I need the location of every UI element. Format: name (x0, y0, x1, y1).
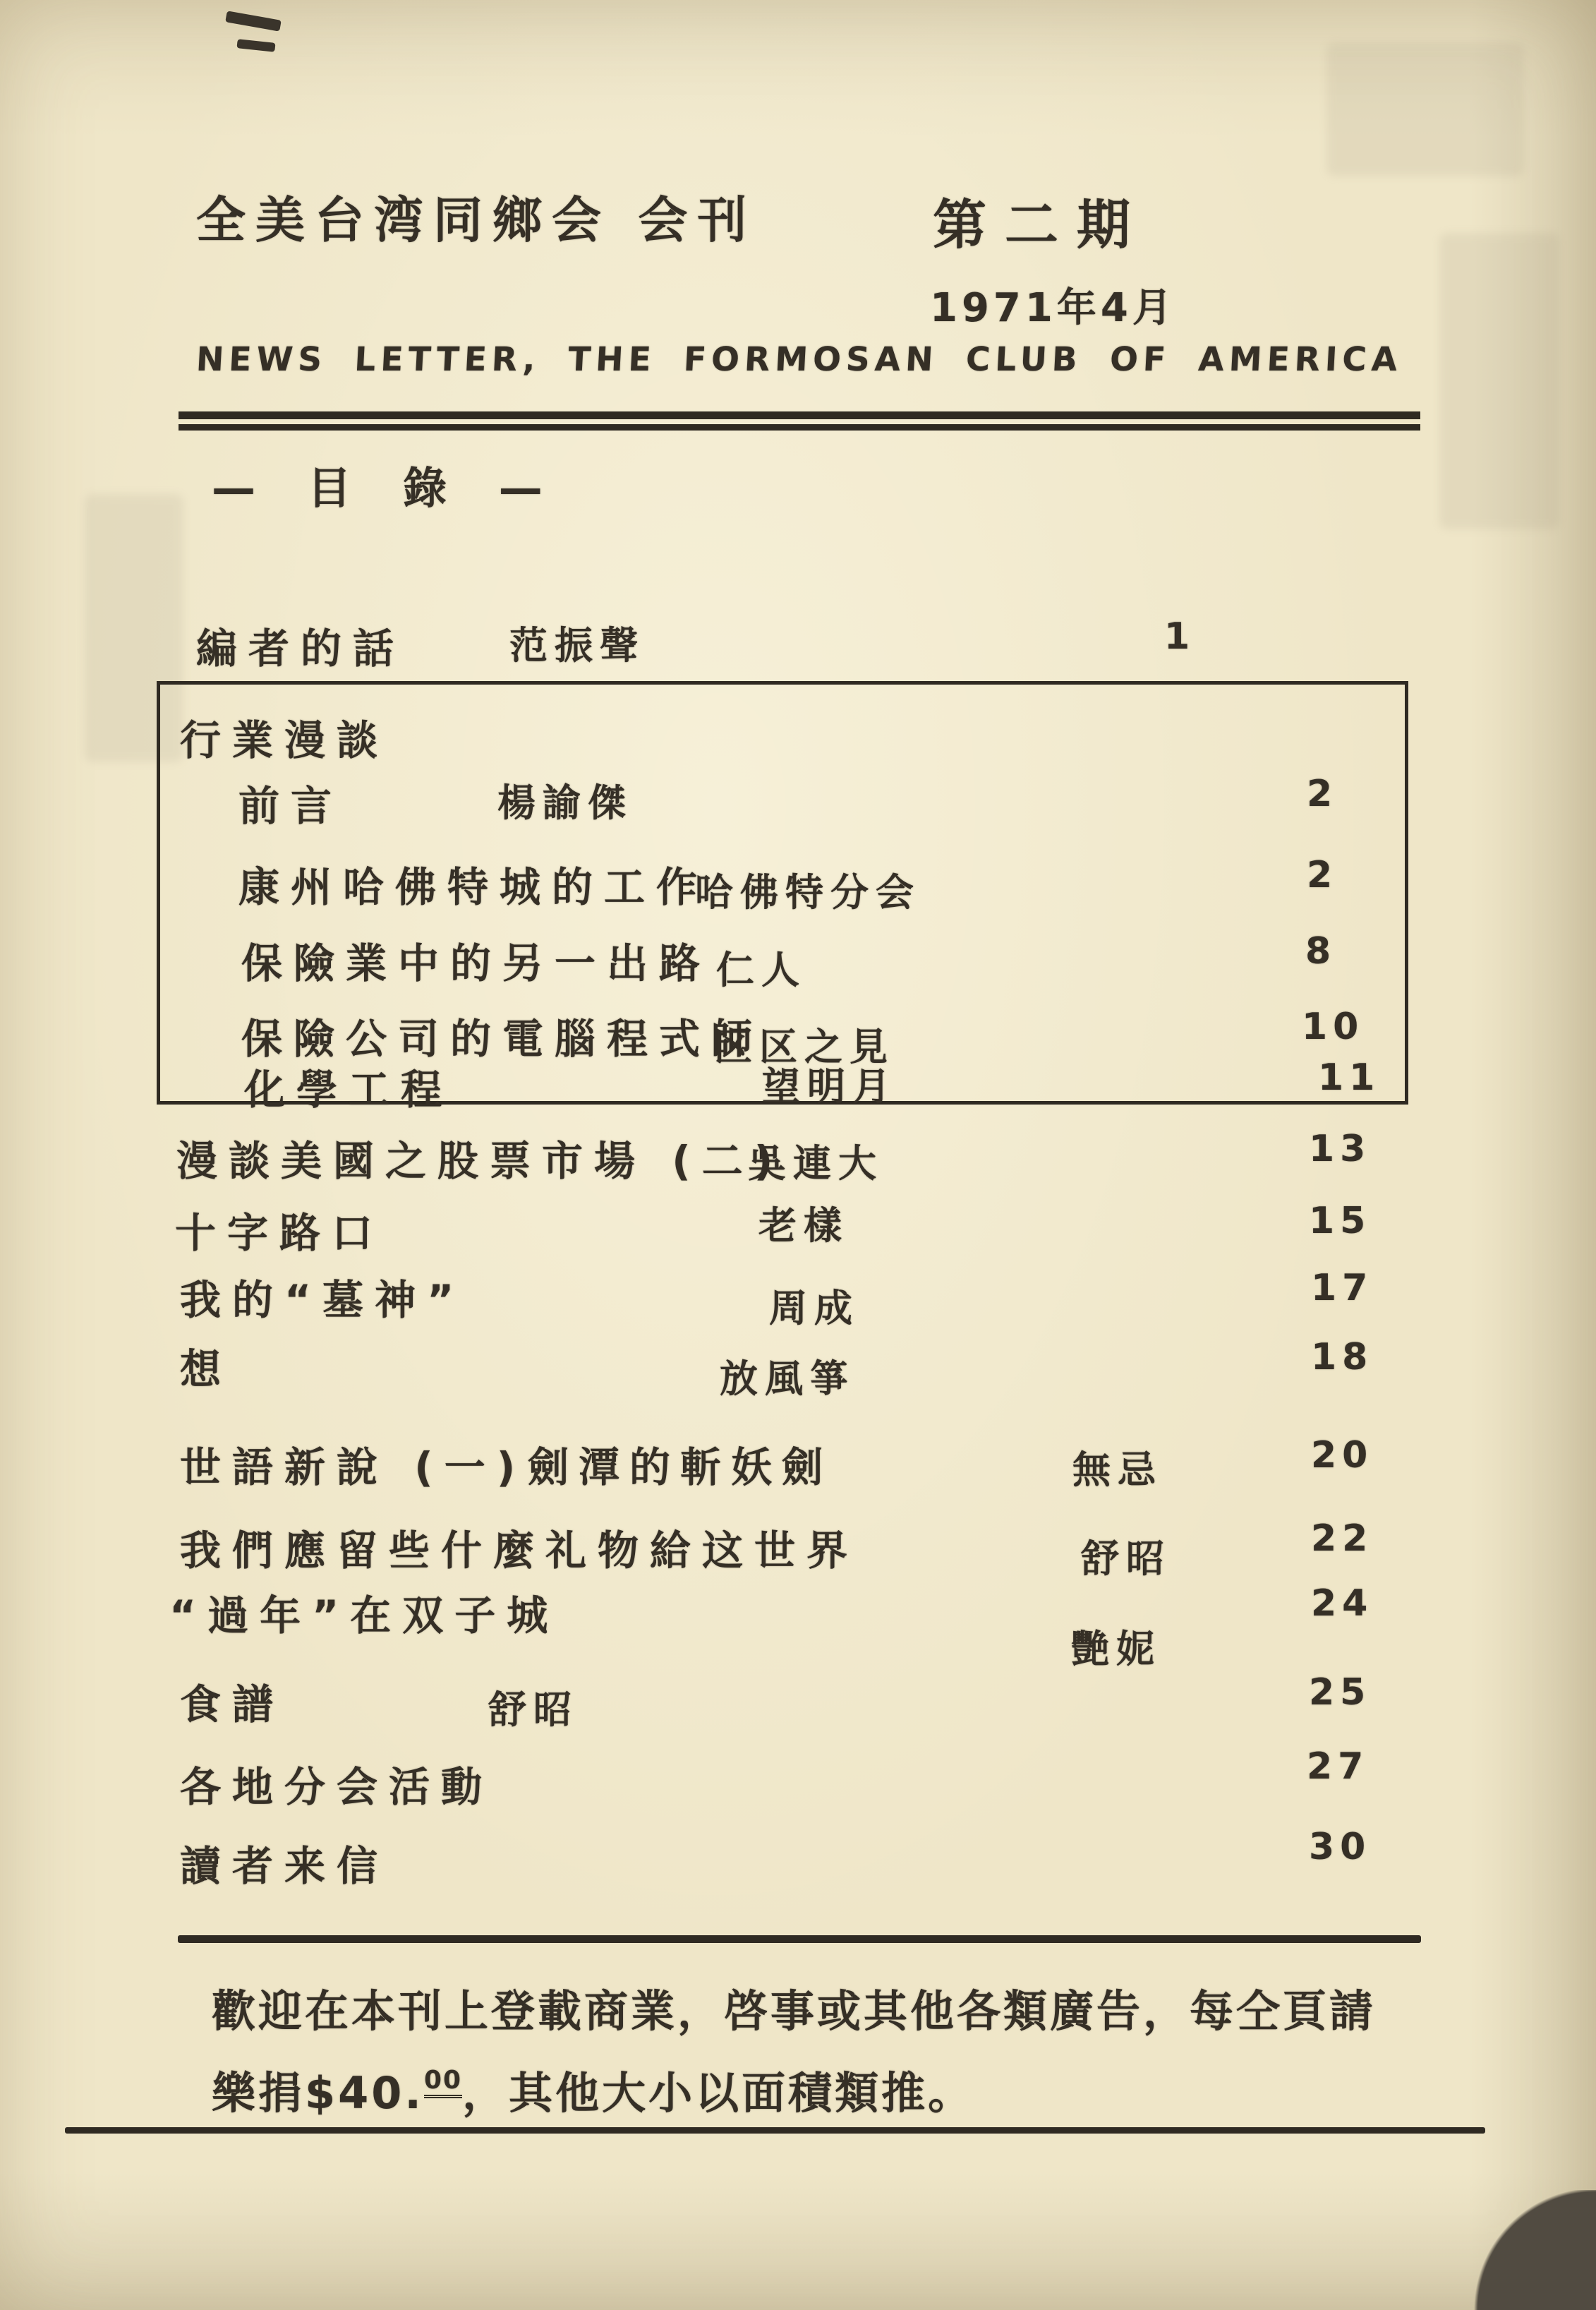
toc-entry-page: 11 (1318, 1057, 1381, 1099)
toc-row (0, 707, 1596, 764)
toc-entry-title: “過年”在双子城 (169, 1592, 560, 1640)
toc-entry-page: 24 (1311, 1582, 1374, 1625)
toc-entry-author: 周成 (769, 1286, 859, 1330)
toc-heading: — 目 錄 — (212, 462, 561, 514)
toc-entry-title: 前言 (238, 782, 344, 830)
toc-entry-title: 編者的話 (196, 625, 406, 673)
toc-row (0, 1336, 1596, 1401)
toc-entry-author: 老樣 (758, 1203, 849, 1248)
toc-entry-page: 30 (1309, 1826, 1372, 1868)
toc-row (0, 1267, 1596, 1330)
advertising-note-line1: 歡迎在本刊上登載商業，啓事或其他各類廣告，每仝頁請 (212, 1985, 1377, 2037)
footer-top-rule (178, 1935, 1421, 1943)
double-rule (179, 411, 1420, 431)
toc-entry-page: 17 (1311, 1267, 1374, 1309)
toc-entry-author: 艷妮 (1071, 1627, 1161, 1671)
toc-entry-author: 哈佛特分会 (695, 870, 921, 915)
toc-row (0, 1745, 1596, 1811)
toc-section-title: 行業漫談 (180, 716, 389, 764)
bleedthrough-ghost (1439, 233, 1559, 529)
toc-entry-page: 20 (1311, 1434, 1374, 1476)
toc-row (0, 1517, 1596, 1581)
toc-entry-author: 舒昭 (488, 1688, 579, 1732)
ink-smudge (236, 39, 275, 52)
toc-row (0, 1200, 1596, 1256)
toc-row (0, 1434, 1596, 1491)
toc-entry-title: 讀者来信 (180, 1842, 389, 1890)
toc-entry-page: 8 (1305, 930, 1337, 973)
advertising-note-line2 (212, 2058, 974, 2121)
toc-entry-page: 18 (1311, 1336, 1374, 1378)
toc-entry-title: 保險公司的電腦程式師 (241, 1015, 764, 1063)
toc-entry-author: 舒昭 (1081, 1536, 1171, 1581)
toc-entry-page: 25 (1309, 1671, 1372, 1714)
toc-entry-title: 我的“墓神” (180, 1276, 466, 1324)
toc-entry-author: 仁人 (716, 948, 806, 992)
toc-entry-page: 27 (1307, 1745, 1370, 1788)
scanner-corner-shadow (1448, 2190, 1596, 2310)
toc-entry-subtitle: 劍潭的斬妖劍 (528, 1443, 833, 1491)
issue-date: 1971年4月 (930, 285, 1176, 331)
toc-entry-title: 我們應留些什麼礼物給这世界 (180, 1527, 859, 1575)
toc-row (0, 1057, 1596, 1113)
toc-entry-title: 保險業中的另一出路 (241, 939, 712, 987)
toc-row (0, 773, 1596, 829)
toc-entry-title: 十字路口 (175, 1209, 385, 1257)
toc-entry-title: 化學工程 (244, 1066, 454, 1114)
toc-row (0, 1006, 1596, 1069)
issue-number: 第二期 (933, 193, 1149, 256)
toc-entry-author: 望明月 (762, 1064, 897, 1109)
toc-entry-author: 范振聲 (509, 623, 645, 668)
note-suffix: ，其他大小以面積類推。 (462, 2067, 975, 2119)
toc-entry-author: 無忌 (1072, 1448, 1163, 1492)
toc-entry-page: 1 (1164, 615, 1196, 658)
toc-entry-title: 想 (180, 1345, 233, 1393)
toc-row (0, 615, 1596, 672)
note-price-superscript: 00 (424, 2066, 462, 2098)
toc-entry-author: 吳連大 (748, 1141, 883, 1186)
toc-entry-title: 各地分会活動 (180, 1763, 494, 1811)
toc-entry-page: 2 (1307, 773, 1338, 815)
toc-row (0, 1671, 1596, 1732)
toc-entry-title: 康州哈佛特城的工作 (238, 863, 709, 911)
toc-row (0, 854, 1596, 915)
toc-row (0, 930, 1596, 992)
note-price-prefix: 樂捐$40. (212, 2067, 424, 2119)
toc-entry-page: 15 (1309, 1200, 1372, 1242)
toc-row (0, 1582, 1596, 1671)
newsletter-title-chinese: 全美台湾同鄉会 会刊 (196, 191, 757, 249)
toc-entry-page: 13 (1309, 1128, 1372, 1170)
toc-entry-title: 食譜 (180, 1680, 285, 1728)
ink-smudge (225, 11, 282, 31)
footer-bottom-rule (65, 2127, 1485, 2134)
toc-row (0, 1128, 1596, 1184)
toc-entry-title: 漫談美國之股票市場 (二) (176, 1137, 785, 1185)
toc-entry-title: 世語新說 (一) (180, 1443, 527, 1491)
toc-entry-author: 楊諭傑 (497, 781, 633, 825)
toc-entry-page: 2 (1307, 854, 1338, 896)
toc-entry-page: 22 (1311, 1517, 1374, 1560)
newsletter-title-english: NEWS LETTER, THE FORMOSAN CLUB OF AMERICA (195, 340, 1403, 379)
toc-entry-page: 10 (1302, 1006, 1365, 1048)
toc-entry-author: 放風箏 (720, 1356, 855, 1401)
toc-entry-author: 区区之見 (714, 1025, 895, 1069)
bleedthrough-ghost (1326, 42, 1524, 176)
toc-row (0, 1826, 1596, 1890)
